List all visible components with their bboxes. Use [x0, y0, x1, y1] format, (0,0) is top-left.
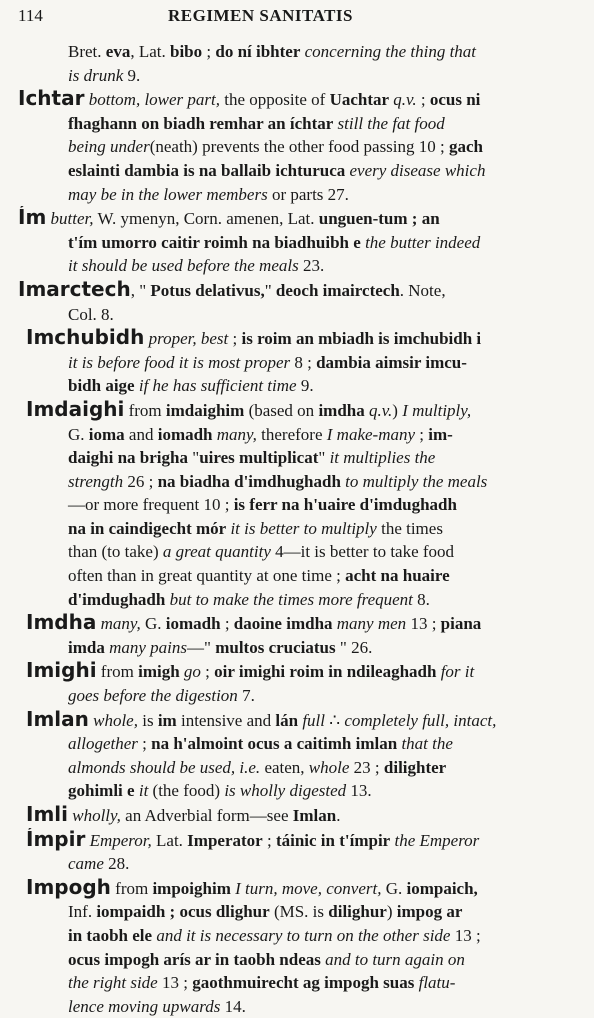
- irish-term: gaothmuirecht ag impogh suas: [192, 973, 415, 993]
- entry-text: .: [336, 806, 341, 825]
- english-gloss: go: [183, 662, 201, 682]
- entry-text: (the food): [148, 781, 225, 801]
- entry-text: Lat.: [151, 830, 188, 850]
- entry-text: 8 ;: [290, 352, 317, 372]
- irish-term: Imlan: [292, 806, 337, 825]
- english-gloss: flatu-: [418, 973, 456, 993]
- entry-text: G.: [381, 878, 407, 898]
- entry-line: [18, 900, 578, 924]
- entry-text: often than in great quantity at one time ;: [68, 566, 346, 586]
- entry-text: (neath) prevents the other food passing 10 ;: [149, 137, 449, 157]
- entry-text: 4—it is better to take food: [270, 542, 455, 562]
- entry-text: is: [137, 710, 158, 730]
- entry-line: [18, 64, 578, 88]
- entry-text: Inf.: [68, 902, 97, 922]
- irish-term: ocus ni: [429, 90, 481, 110]
- irish-term: piana: [440, 614, 482, 634]
- entry-line: [18, 112, 578, 136]
- english-gloss: q.v.: [393, 90, 417, 110]
- entry-line: [18, 659, 578, 684]
- entry-line: [18, 206, 578, 231]
- dictionary-entry: [18, 876, 578, 1018]
- irish-term: is roim an mbiadh is imchubidh i: [241, 329, 482, 349]
- english-gloss: many,: [100, 614, 141, 634]
- running-title: REGIMEN SANITATIS: [168, 6, 353, 25]
- entry-line: [18, 684, 578, 708]
- entry-line: [18, 40, 578, 64]
- irish-term: d'imdughadh: [68, 589, 166, 609]
- entry-text: or parts 27.: [267, 184, 349, 204]
- entry-text: than (to take): [68, 542, 163, 562]
- english-gloss: it is better to multiply: [230, 518, 377, 538]
- irish-term: oir imighi roim in ndileaghadh: [214, 662, 437, 682]
- dictionary-entry: [18, 828, 578, 876]
- irish-term: gach: [449, 137, 483, 157]
- english-gloss: but to make the times more frequent: [169, 589, 413, 609]
- entry-headword: Imdaighi: [26, 397, 125, 421]
- irish-term: is ferr na h'uaire d'imdughadh: [233, 495, 457, 515]
- entry-line: [18, 779, 578, 803]
- english-gloss: Emperor,: [89, 830, 152, 850]
- irish-term: dilighter: [383, 757, 447, 777]
- entry-line: [18, 924, 578, 948]
- page-number: 114: [18, 6, 43, 25]
- entry-text: 9.: [296, 376, 314, 396]
- entry-line: [18, 493, 578, 517]
- irish-term: impog ar: [396, 902, 463, 922]
- dictionary-entry: [18, 326, 578, 398]
- english-gloss: many pains: [109, 637, 188, 657]
- english-gloss: still the fat food: [337, 113, 445, 133]
- entry-line: [18, 948, 578, 972]
- entry-line: [18, 278, 578, 303]
- english-gloss: it: [138, 781, 149, 801]
- entry-line: [18, 971, 578, 995]
- entry-text: ;: [415, 424, 429, 444]
- entry-text: ;: [202, 42, 216, 61]
- english-gloss: allogether: [68, 734, 138, 754]
- english-gloss: that the: [401, 734, 453, 754]
- irish-term: deoch imairctech: [275, 280, 400, 300]
- english-gloss: if he has sufficient time: [138, 376, 297, 396]
- entry-headword: Impogh: [26, 875, 111, 899]
- english-gloss: wholly,: [72, 806, 121, 825]
- entry-text: 8.: [412, 589, 430, 609]
- irish-term: na h'almoint ocus a caitimh imlan: [151, 734, 398, 754]
- irish-term: Uachtar: [329, 90, 390, 110]
- dictionary-entry: [18, 708, 578, 803]
- english-gloss: I make-many: [326, 424, 416, 444]
- irish-term: in taobh ele: [68, 925, 153, 945]
- dictionary-entry: [18, 278, 578, 326]
- entry-line: [18, 470, 578, 494]
- english-gloss: it is before food it is most proper: [68, 352, 291, 372]
- english-gloss: completely full, intact,: [344, 710, 497, 730]
- english-gloss: I turn, move, convert,: [235, 878, 382, 898]
- irish-term: imda: [68, 637, 105, 657]
- entry-text: the opposite of: [220, 90, 330, 110]
- entry-text: ": [188, 448, 200, 468]
- english-gloss: is drunk: [68, 65, 124, 85]
- english-gloss: proper, best: [148, 329, 229, 349]
- entry-text: 13.: [346, 781, 372, 801]
- entry-headword: Imlan: [26, 707, 89, 731]
- entry-headword: Imdha: [26, 611, 97, 635]
- english-gloss: it should be used before the meals: [68, 256, 299, 276]
- irish-term: eva: [105, 42, 131, 61]
- english-gloss: came: [68, 854, 104, 874]
- irish-term: unguen-tum ; an: [318, 209, 440, 229]
- entry-text: 13 ;: [406, 614, 441, 634]
- irish-term: acht na huaire: [345, 566, 450, 586]
- entry-line: [18, 852, 578, 876]
- irish-term: im-: [428, 424, 453, 444]
- english-gloss: it multiplies the: [329, 448, 436, 468]
- entry-text: 7.: [237, 686, 255, 706]
- entry-text: 26 ;: [123, 471, 158, 491]
- entry-text: 9.: [123, 65, 141, 85]
- irish-term: im: [157, 710, 177, 730]
- entry-text: 13 ;: [157, 973, 193, 993]
- entry-text: ": [318, 448, 330, 468]
- english-gloss: being under: [68, 137, 150, 157]
- entry-line: [18, 995, 578, 1018]
- irish-term: multos cruciatus: [215, 637, 336, 657]
- irish-term: do ní ibhter: [215, 42, 301, 61]
- entry-text: W. ymenyn, Corn. amenen, Lat.: [93, 209, 319, 229]
- entry-list: [18, 40, 578, 1018]
- irish-term: uires multiplicat: [199, 448, 319, 468]
- entry-text: 23.: [298, 256, 325, 276]
- english-gloss: almonds should be used, i.e.: [68, 757, 261, 777]
- english-gloss: bottom, lower part,: [88, 90, 221, 110]
- entry-text: ;: [220, 614, 234, 634]
- english-gloss: and it is necessary to turn on the other side: [156, 925, 451, 945]
- entry-text: —or more frequent 10 ;: [68, 495, 234, 515]
- entry-text: ;: [137, 734, 152, 754]
- irish-term: fhaghann on biadh remhar an íchtar: [68, 113, 334, 133]
- entry-text: G.: [68, 424, 89, 444]
- dictionary-entry: [18, 40, 578, 87]
- entry-line: [18, 636, 578, 660]
- english-gloss: the butter indeed: [365, 232, 481, 252]
- dictionary-entry: [18, 206, 578, 278]
- entry-text: . Note,: [399, 280, 446, 300]
- irish-term: eslainti dambia is na ballaib ichturuca: [68, 160, 346, 180]
- entry-headword: Imighi: [26, 659, 97, 683]
- entry-line: [18, 159, 578, 183]
- entry-text: from: [96, 662, 139, 682]
- page-header: [18, 6, 578, 40]
- english-gloss: the Emperor: [394, 830, 480, 850]
- irish-term: imdha: [318, 400, 365, 420]
- entry-text: , Lat.: [130, 42, 170, 61]
- irish-term: gohimli e: [68, 781, 135, 801]
- irish-term: t'ím umorro caitir roimh na biadhuibh e: [68, 232, 361, 252]
- english-gloss: strength: [68, 471, 124, 491]
- irish-term: ioma: [88, 424, 125, 444]
- entry-text: Bret.: [68, 42, 106, 61]
- english-gloss: and to turn again on: [325, 949, 465, 969]
- dictionary-entry: [18, 659, 578, 707]
- entry-text: ;: [262, 830, 276, 850]
- entry-line: [18, 351, 578, 375]
- entry-text: (based on: [244, 400, 319, 420]
- entry-line: [18, 708, 578, 733]
- irish-term: dilighur: [328, 902, 387, 922]
- entry-line: [18, 517, 578, 541]
- english-gloss: whole: [308, 757, 350, 777]
- english-gloss: a great quantity: [162, 542, 271, 562]
- entry-text: , ": [130, 280, 151, 300]
- entry-headword: Ímpir: [26, 827, 86, 851]
- entry-text: and: [124, 424, 158, 444]
- irish-term: dambia aimsir imcu-: [316, 352, 467, 372]
- entry-text: from: [110, 878, 153, 898]
- entry-line: [18, 183, 578, 207]
- entry-line: [18, 611, 578, 636]
- entry-text: —": [187, 637, 216, 657]
- entry-text: Col. 8.: [68, 304, 114, 324]
- entry-text: ;: [200, 662, 215, 682]
- english-gloss: to multiply the meals: [345, 471, 488, 491]
- irish-term: daoine imdha: [233, 614, 333, 634]
- english-gloss: I multiply,: [402, 400, 472, 420]
- entry-text: 14.: [220, 996, 246, 1016]
- entry-text: 13 ;: [450, 925, 481, 945]
- entry-text: ∴: [325, 710, 345, 730]
- irish-term: iompaidh ; ocus dlighur: [96, 902, 270, 922]
- english-gloss: goes before the digestion: [68, 686, 238, 706]
- entry-line: [18, 254, 578, 278]
- entry-text: 28.: [103, 854, 130, 874]
- entry-text: from: [124, 400, 166, 420]
- irish-term: na biadha d'imdhughadh: [157, 471, 341, 491]
- english-gloss: full: [302, 710, 325, 730]
- irish-term: Potus delativus,: [150, 280, 265, 300]
- english-gloss: may be in the lower members: [68, 184, 268, 204]
- entry-line: [18, 446, 578, 470]
- entry-line: [18, 756, 578, 780]
- irish-term: na in caindigecht mór: [68, 518, 227, 538]
- entry-line: [18, 231, 578, 255]
- english-gloss: many men: [336, 614, 407, 634]
- entry-line: [18, 564, 578, 588]
- entry-text: (MS. is: [269, 902, 329, 922]
- entry-text: ;: [228, 329, 242, 349]
- dictionary-entry: [18, 803, 578, 828]
- irish-term: imigh: [138, 662, 180, 682]
- irish-term: impoighim: [152, 878, 231, 898]
- english-gloss: the right side: [68, 973, 158, 993]
- entry-text: ): [392, 400, 403, 420]
- entry-text: the times: [376, 518, 443, 538]
- irish-term: iomadh: [165, 614, 221, 634]
- english-gloss: concerning the thing that: [304, 42, 477, 61]
- english-gloss: lence moving upwards: [68, 996, 221, 1016]
- entry-line: [18, 87, 578, 112]
- entry-text: intensive and: [176, 710, 276, 730]
- english-gloss: many,: [216, 424, 257, 444]
- entry-headword: Imarctech: [18, 277, 131, 301]
- entry-headword: Ichtar: [18, 87, 85, 111]
- irish-term: bidh aige: [68, 376, 135, 396]
- english-gloss: q.v.: [368, 400, 393, 420]
- entry-headword: Imchubidh: [26, 326, 145, 350]
- irish-term: bibo: [169, 42, 203, 61]
- entry-text: ): [386, 902, 397, 922]
- dictionary-entry: [18, 611, 578, 659]
- entry-line: [18, 803, 578, 828]
- entry-text: ;: [416, 90, 430, 110]
- irish-term: imdaighim: [165, 400, 245, 420]
- entry-text: " 26.: [335, 637, 373, 657]
- entry-line: [18, 398, 578, 423]
- english-gloss: for it: [440, 662, 475, 682]
- entry-line: [18, 540, 578, 564]
- dictionary-entry: [18, 87, 578, 206]
- entry-line: [18, 423, 578, 447]
- irish-term: iomadh: [157, 424, 213, 444]
- entry-line: [18, 828, 578, 853]
- dictionary-entry: [18, 398, 578, 611]
- entry-line: [18, 732, 578, 756]
- entry-text: an Adverbial form—see: [120, 806, 293, 825]
- irish-term: lán: [275, 710, 299, 730]
- irish-term: daighi na brigha: [68, 448, 188, 468]
- entry-text: eaten,: [260, 757, 309, 777]
- english-gloss: whole,: [93, 710, 138, 730]
- entry-headword: Imli: [26, 803, 68, 826]
- irish-term: táinic in t'ímpir: [275, 830, 391, 850]
- irish-term: Imperator: [187, 830, 263, 850]
- irish-term: iompaich,: [406, 878, 478, 898]
- entry-line: [18, 303, 578, 327]
- entry-line: [18, 588, 578, 612]
- irish-term: ocus impogh arís ar in taobh ndeas: [68, 949, 321, 969]
- english-gloss: is wholly digested: [224, 781, 347, 801]
- entry-line: [18, 876, 578, 901]
- entry-text: therefore: [256, 424, 327, 444]
- entry-line: [18, 135, 578, 159]
- entry-line: [18, 374, 578, 398]
- entry-text: 23 ;: [349, 757, 384, 777]
- english-gloss: butter,: [50, 209, 94, 229]
- entry-text: G.: [140, 614, 166, 634]
- entry-headword: Ím: [18, 206, 47, 230]
- entry-line: [18, 326, 578, 351]
- entry-text: ": [264, 280, 276, 300]
- english-gloss: every disease which: [349, 160, 486, 180]
